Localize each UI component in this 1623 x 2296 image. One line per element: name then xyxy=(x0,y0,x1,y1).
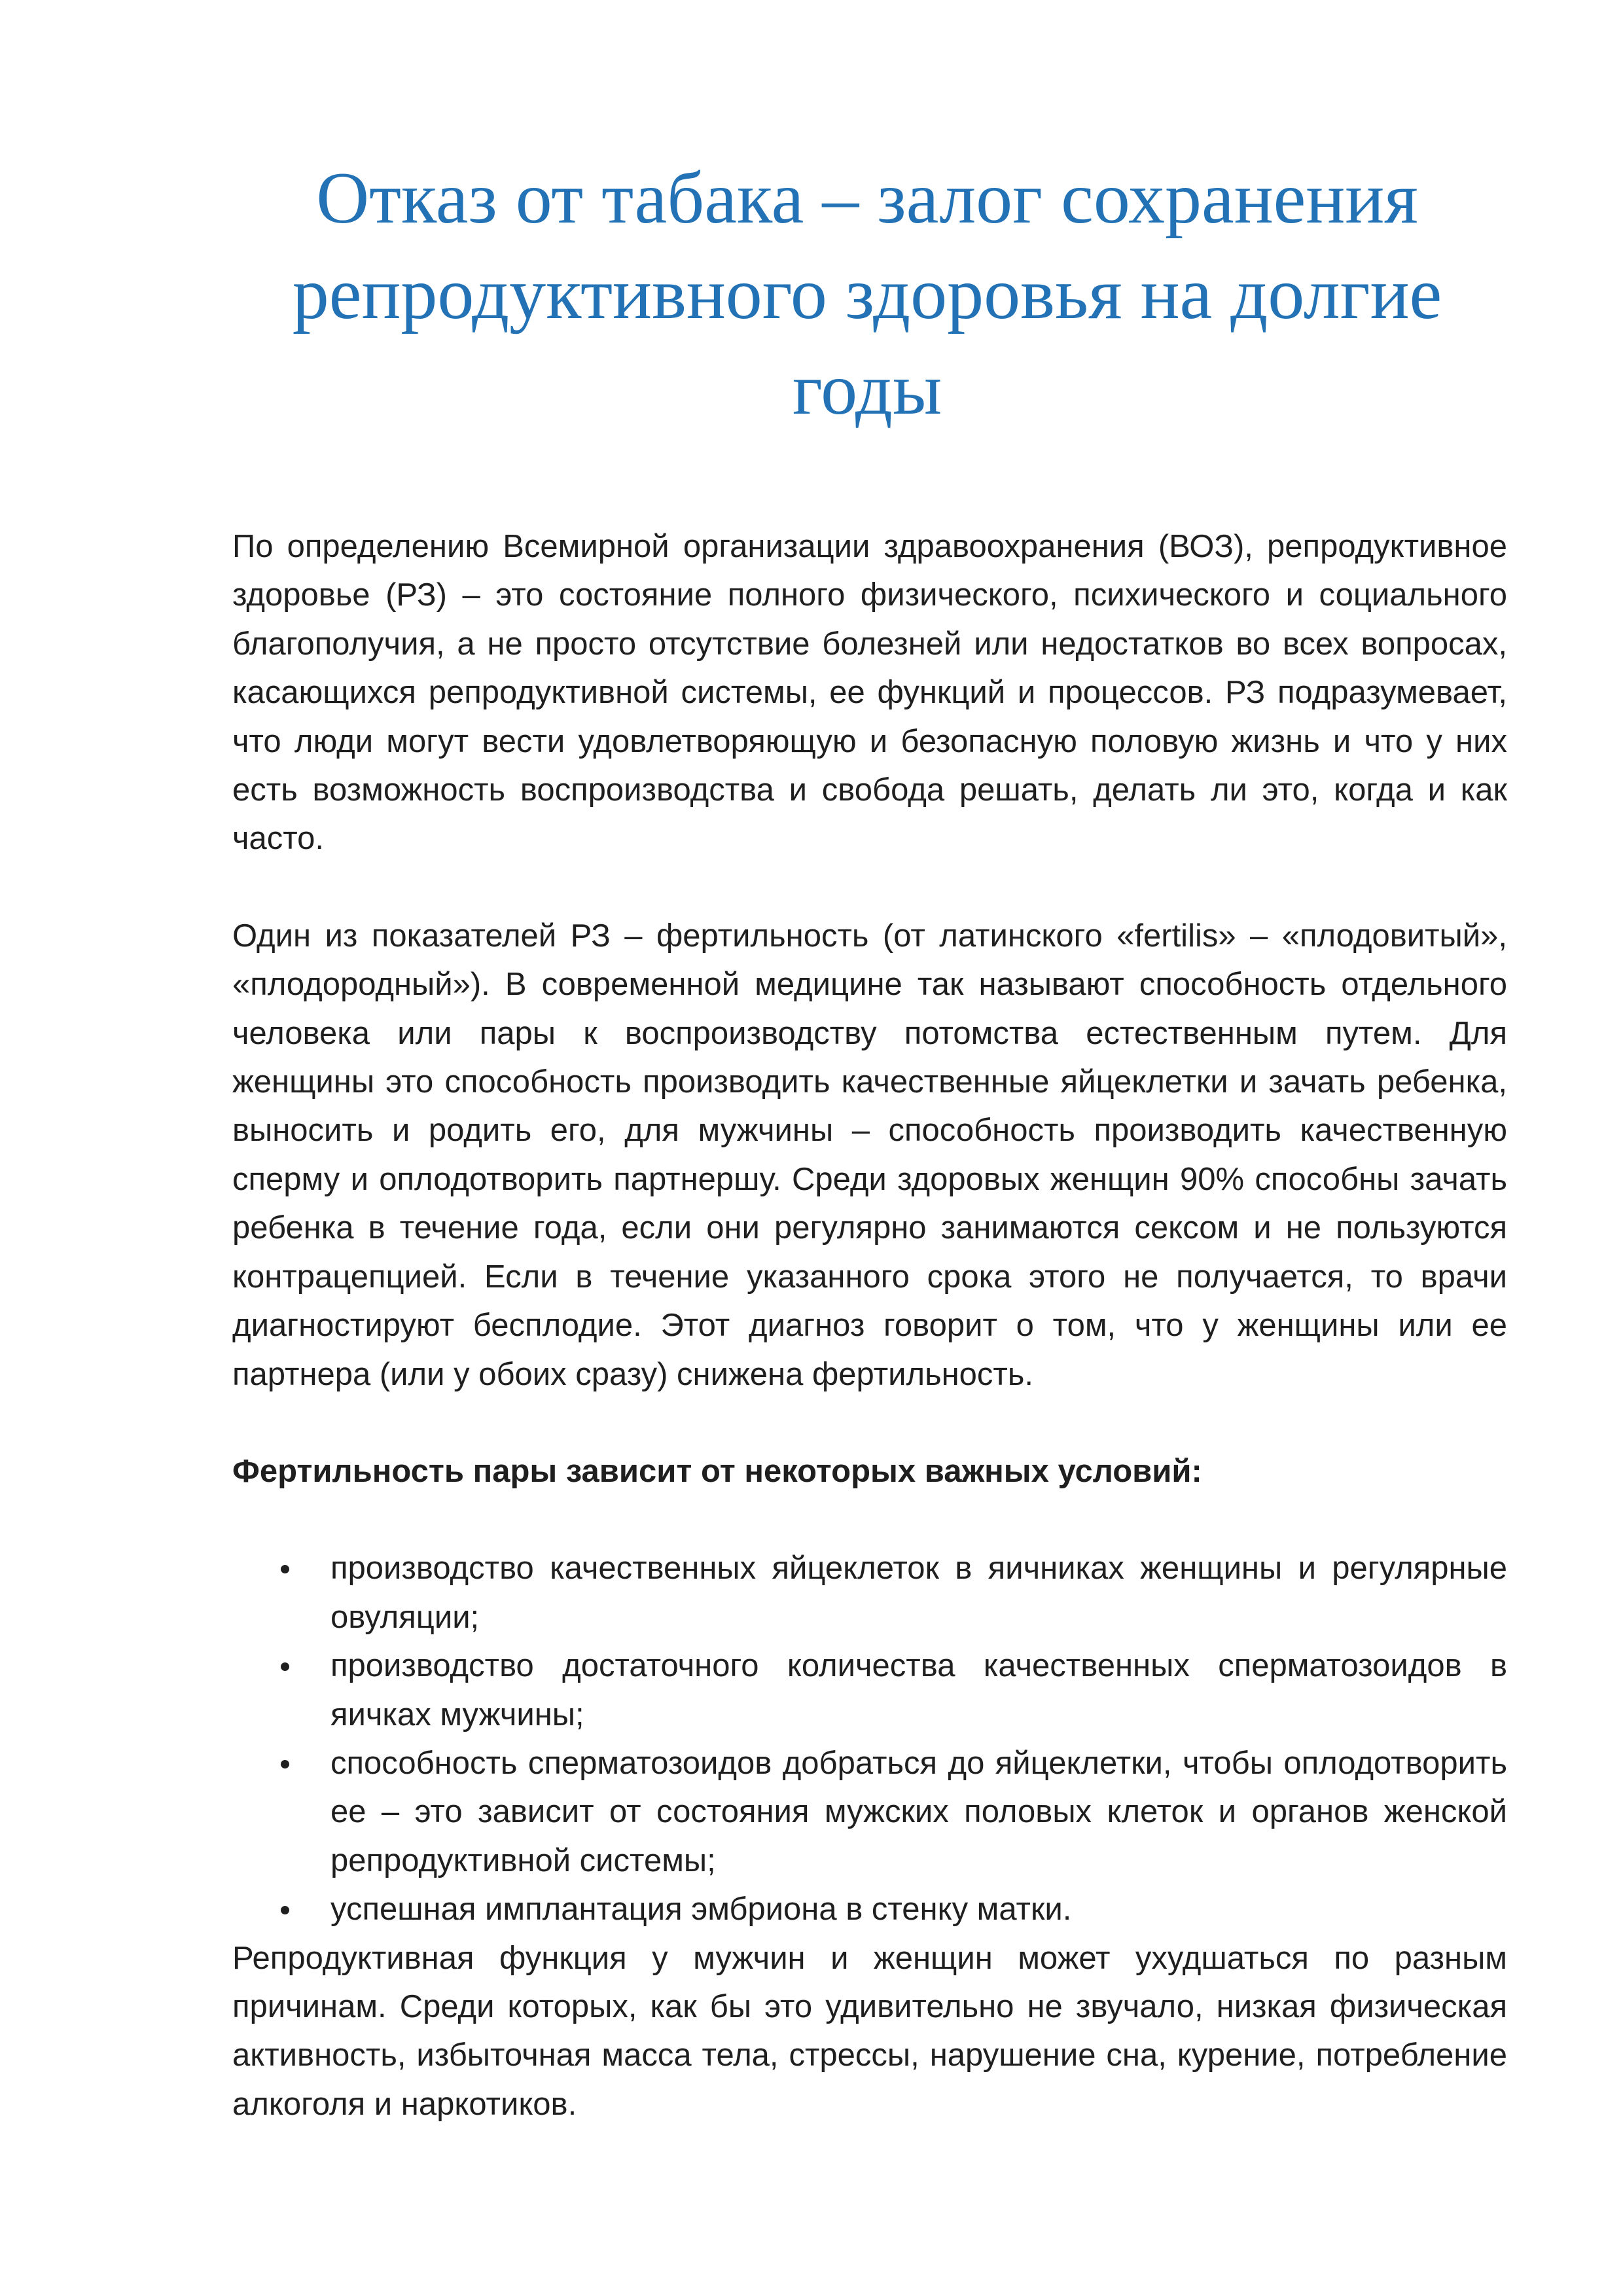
list-item xyxy=(232,1641,1507,1739)
list-item xyxy=(232,1885,1507,1933)
bullet-icon xyxy=(281,1760,289,1768)
bullet-icon xyxy=(281,1565,289,1573)
conditions-list xyxy=(232,1544,1507,1933)
page-title: Отказ от табака – залог сохранения репродуктивного здоровья на долгие годы xyxy=(292,158,1442,430)
list-item xyxy=(232,1544,1507,1641)
list-item-text: успешная имплантация эмбриона в стенку матки. xyxy=(330,1892,1072,1928)
bullet-icon xyxy=(281,1662,289,1671)
list-item-text: способность сперматозоидов добраться до яйцеклетки, чтобы оплодотворить ее – это зависит от состояния мужских половых клеток и органов женской репродуктивной системы; xyxy=(330,1745,1507,1878)
paragraph-fertility: Один из показателей РЗ – фертильность (от латинского «fertilis» – «плодовитый», «плодородный»). В современной медицине так называют способность отдельного человека или пары к воспроизводству потомства естественным путем. Для женщины это способность производить качественные яйцеклетки и зачать ребенка, выносить и родить его, для мужчины – способность производить качественную сперму и оплодотворить партнершу. Среди здоровых женщин 90% способны зачать ребенка в течение года, если они регулярно занимаются сексом и не пользуются контрацепцией. Если в течение указанного срока этого не получается, то врачи диагностируют бесплодие. Этот диагноз говорит о том, что у женщины или ее партнера (или у обоих сразу) снижена фертильность. xyxy=(232,918,1507,1392)
document-body xyxy=(232,522,1507,2128)
list-item-text: производство достаточного количества качественных сперматозоидов в яичках мужчины; xyxy=(330,1648,1507,1732)
bullet-icon xyxy=(281,1906,289,1914)
paragraph-who-definition: По определению Всемирной организации здравоохранения (ВОЗ), репродуктивное здоровье (РЗ) – это состояние полного физического, психического и социального благополучия, а не просто отсутствие болезней или недостатков во всех вопросах, касающихся репродуктивной системы, ее функций и процессов. РЗ подразумевает, что люди могут вести удовлетворяющую и безопасную половую жизнь и что у них есть возможность воспроизводства и свобода решать, делать ли это, когда и как часто. xyxy=(232,529,1507,857)
list-item xyxy=(232,1739,1507,1885)
section-subheading: Фертильность пары зависит от некоторых важных условий: xyxy=(232,1453,1202,1489)
list-item-text: производство качественных яйцеклеток в яичниках женщины и регулярные овуляции; xyxy=(330,1551,1507,1635)
paragraph-closing: Репродуктивная функция у мужчин и женщин может ухудшаться по разным причинам. Среди которых, как бы это удивительно не звучало, низкая физическая активность, избыточная масса тела, стрессы, нарушение сна, курение, потребление алкоголя и наркотиков. xyxy=(232,1940,1507,2122)
